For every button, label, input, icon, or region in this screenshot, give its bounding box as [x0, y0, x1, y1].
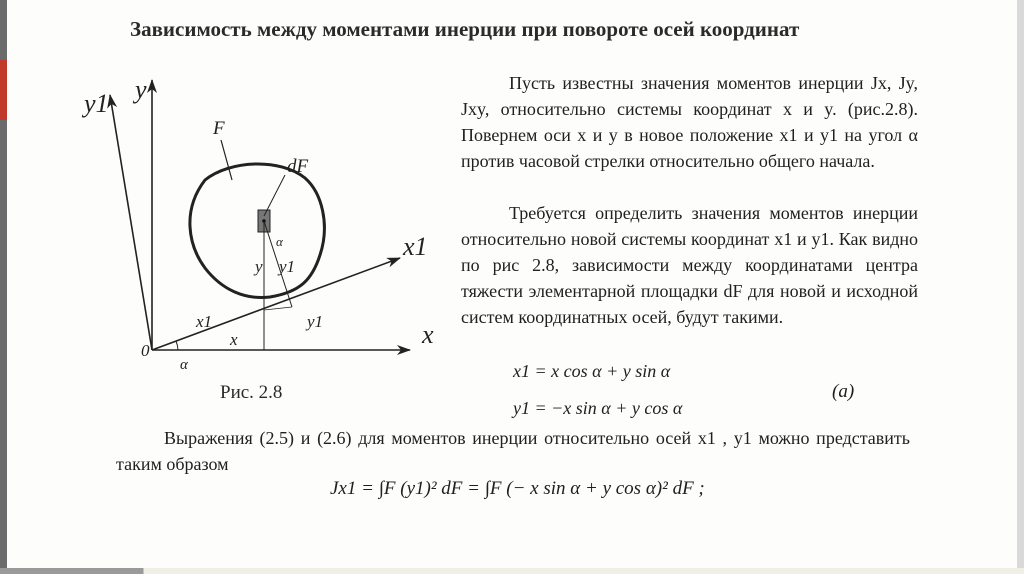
label-area-F: F — [213, 118, 225, 139]
area-leader — [221, 140, 232, 180]
label-seg-y: y — [255, 257, 263, 276]
element-leader — [264, 175, 285, 216]
figure-caption: Рис. 2.8 — [220, 382, 283, 403]
label-alpha-origin: α — [180, 357, 188, 373]
angle-arc — [176, 341, 178, 350]
label-dF: dF — [287, 156, 309, 177]
area-contour — [190, 164, 324, 298]
paragraph-3-text: Выражения (2.5) и (2.6) для моментов инерции относительно осей x1 , y1 можно представить таким образом — [116, 428, 910, 474]
label-seg-x1: x1 — [196, 312, 213, 331]
equation-label: (a) — [832, 381, 855, 402]
label-seg-x: x — [230, 330, 238, 349]
paragraph-1-text: Пусть известны значения моментов инерции Jx, Jy, Jxy, относительно системы координат x и y. (рис.2.8). Повернем оси x и y в новое положение x1 и y1 на угол α против часовой стрелки относительно общего начала. — [461, 73, 918, 171]
integral-formula: Jx1 = ∫F (y1)² dF = ∫F (− x sin α + y cos α)² dF ; — [330, 478, 705, 499]
label-origin: 0 — [141, 341, 150, 360]
label-y1-axis: y1 — [84, 89, 109, 118]
y1-axis-line — [110, 95, 152, 350]
paragraph-3 — [116, 425, 910, 477]
paragraph-2-text: Требуется определить значения моментов инерции относительно новой системы координат x1 и y1. Как видно по рис 2.8, зависимости между координатами центра тяжести элементарной площадки dF для новой и исходной систем координатных осей, будут такими. — [461, 203, 918, 327]
slide-title: Зависимость между моментами инерции при повороте осей координат — [130, 17, 800, 41]
label-x1-axis: x1 — [403, 232, 428, 261]
equation-x1: x1 = x cos α + y sin α — [513, 361, 671, 381]
paragraph-2 — [461, 200, 918, 330]
label-seg-y1-lower: y1 — [307, 312, 324, 331]
x1-axis-line — [152, 258, 400, 350]
label-y-axis: y — [135, 75, 147, 104]
label-seg-y1: y1 — [279, 257, 296, 276]
label-alpha-inner: α — [276, 234, 283, 249]
paragraph-1 — [461, 70, 918, 174]
label-x-axis: x — [422, 320, 434, 349]
equation-y1: y1 = −x sin α + y cos α — [513, 398, 683, 418]
